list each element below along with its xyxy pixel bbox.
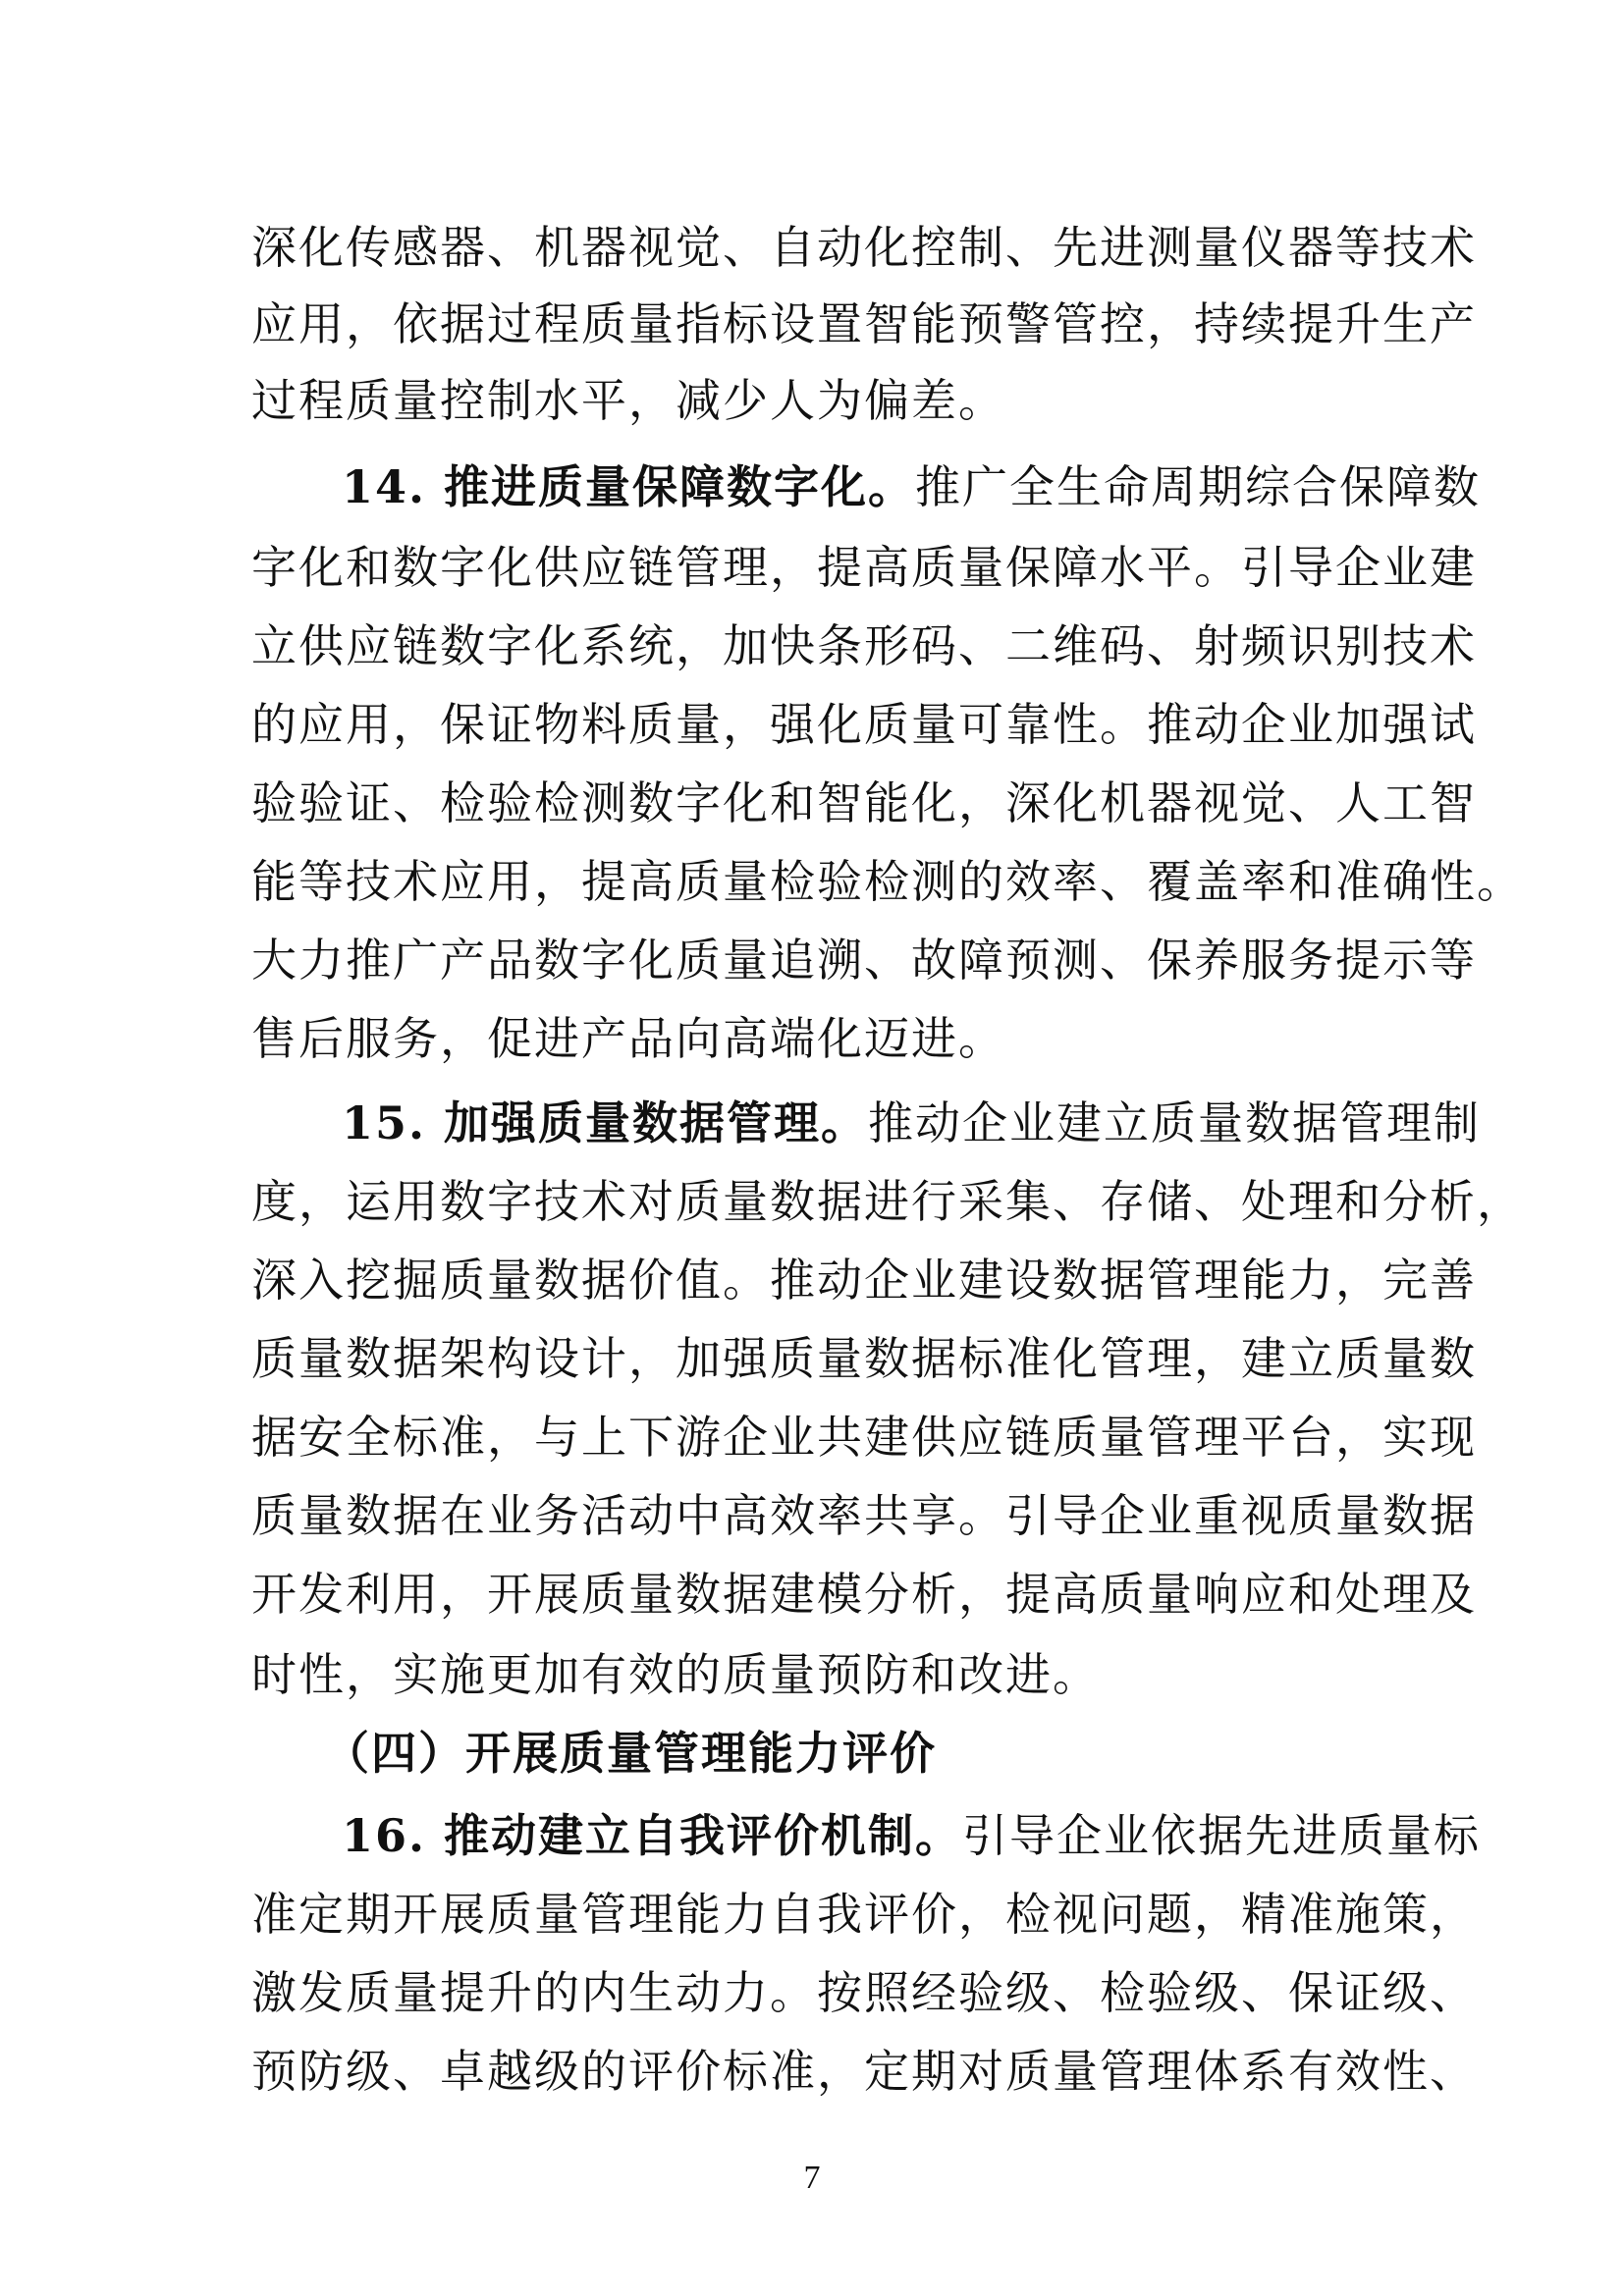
page-number: 7 <box>803 2160 821 2196</box>
item-15-first-text: 推动企业建立质量数据管理制 <box>868 1096 1482 1149</box>
paragraph-line: 立供应链数字化系统，加快条形码、二维码、射频识别技术 <box>251 619 1477 672</box>
paragraph-line: 预防级、卓越级的评价标准，定期对质量管理体系有效性、 <box>251 2045 1477 2098</box>
paragraph-line: 字化和数字化供应链管理，提高质量保障水平。引导企业建 <box>251 541 1477 594</box>
paragraph-line: 开发利用，开展质量数据建模分析，提高质量响应和处理及 <box>251 1568 1477 1621</box>
paragraph-line: 深化传感器、机器视觉、自动化控制、先进测量仪器等技术 <box>251 221 1477 274</box>
paragraph-line: 时性，实施更加有效的质量预防和改进。 <box>251 1648 1100 1701</box>
item-15-title: 15. 加强质量数据管理。 <box>342 1096 869 1149</box>
section-heading: （四）开展质量管理能力评价 <box>324 1727 937 1780</box>
item-16-first-text: 引导企业依据先进质量标 <box>962 1809 1482 1862</box>
paragraph-line: 验验证、检验检测数字化和智能化，深化机器视觉、人工智 <box>251 776 1477 829</box>
paragraph-line: 能等技术应用，提高质量检验检测的效率、覆盖率和准确性。 <box>251 855 1524 908</box>
paragraph-line: 售后服务，促进产品向高端化迈进。 <box>251 1012 1005 1065</box>
paragraph-line: 过程质量控制水平，减少人为偏差。 <box>251 374 1005 427</box>
item-14-first-text: 推广全生命周期综合保障数 <box>915 460 1482 513</box>
item-16-first-line <box>342 1806 1482 1865</box>
paragraph-line: 度，运用数字技术对质量数据进行采集、存储、处理和分析， <box>251 1175 1524 1228</box>
item-14-first-line <box>342 457 1482 516</box>
paragraph-line: 应用，依据过程质量指标设置智能预警管控，持续提升生产 <box>251 297 1477 350</box>
paragraph-line: 质量数据在业务活动中高效率共享。引导企业重视质量数据 <box>251 1489 1477 1542</box>
item-16-title: 16. 推动建立自我评价机制。 <box>342 1809 963 1862</box>
paragraph-line: 深入挖掘质量数据价值。推动企业建设数据管理能力，完善 <box>251 1254 1477 1307</box>
paragraph-line: 据安全标准，与上下游企业共建供应链质量管理平台，实现 <box>251 1411 1477 1464</box>
paragraph-line: 大力推广产品数字化质量追溯、故障预测、保养服务提示等 <box>251 934 1477 987</box>
paragraph-line: 的应用，保证物料质量，强化质量可靠性。推动企业加强试 <box>251 698 1477 751</box>
item-14-title: 14. 推进质量保障数字化。 <box>342 460 916 513</box>
paragraph-line: 准定期开展质量管理能力自我评价，检视问题，精准施策， <box>251 1888 1477 1941</box>
paragraph-line: 激发质量提升的内生动力。按照经验级、检验级、保证级、 <box>251 1966 1477 2019</box>
item-15-first-line <box>342 1094 1482 1152</box>
paragraph-line: 质量数据架构设计，加强质量数据标准化管理，建立质量数 <box>251 1332 1477 1385</box>
